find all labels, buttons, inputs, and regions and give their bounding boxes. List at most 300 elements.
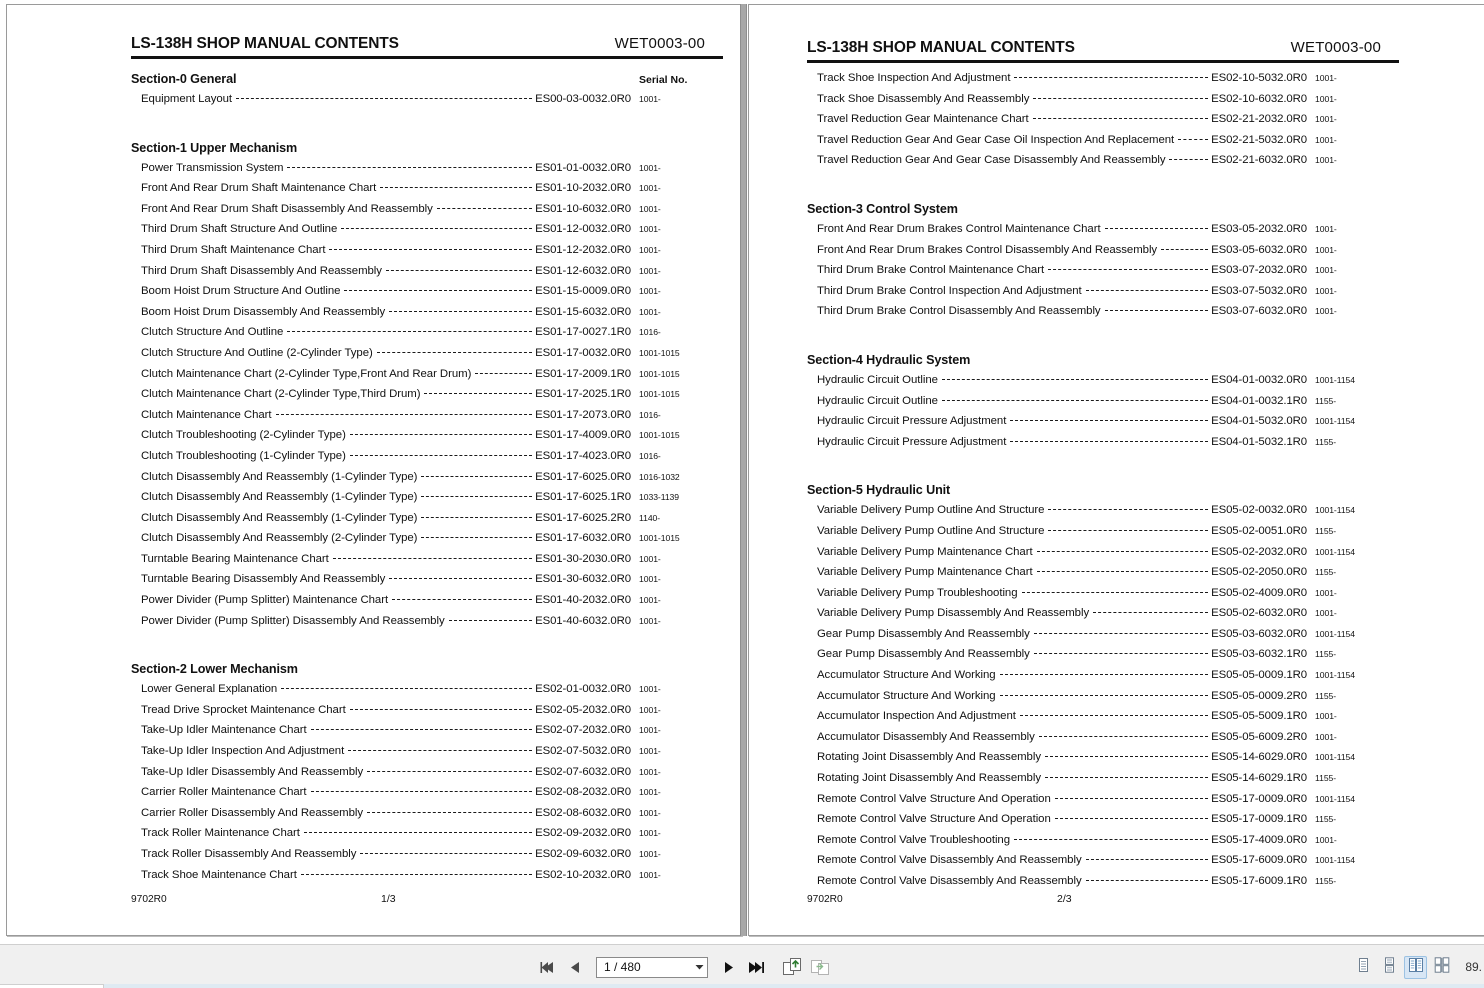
toc-entry-serial: 1016- bbox=[639, 327, 661, 338]
zoom-level-value[interactable]: 89. bbox=[1465, 960, 1482, 974]
toc-leader-dots bbox=[1039, 736, 1208, 737]
toc-entry-label: Third Drum Shaft Maintenance Chart bbox=[141, 243, 326, 256]
toc-entry-label: Boom Hoist Drum Disassembly And Reassembly bbox=[141, 305, 386, 318]
toc-entry[interactable] bbox=[131, 590, 723, 611]
toc-entry-label: Front And Rear Drum Brakes Control Disassembly And Reassembly bbox=[817, 243, 1158, 256]
toc-entry-serial: 1155- bbox=[1315, 649, 1337, 660]
toc-entry-serial: 1155- bbox=[1315, 395, 1337, 406]
continuous-view-icon bbox=[1382, 957, 1397, 978]
toc-entry-serial: 1001-1015 bbox=[639, 347, 680, 358]
toc-list-left bbox=[131, 72, 723, 885]
toc-entry[interactable] bbox=[131, 700, 723, 721]
toc-entry[interactable] bbox=[807, 727, 1399, 748]
chevron-down-icon[interactable] bbox=[692, 964, 707, 970]
toc-entry-serial: 1001- bbox=[1315, 114, 1337, 125]
toc-leader-dots bbox=[1161, 249, 1208, 250]
toc-leader-dots bbox=[1000, 695, 1209, 696]
toc-entry[interactable] bbox=[131, 549, 723, 570]
toc-entry-code: ES01-17-4009.0R0 bbox=[535, 429, 631, 442]
toc-entry-serial: 1155- bbox=[1315, 773, 1337, 784]
toc-entry-serial: 1001- bbox=[639, 869, 661, 880]
toc-entry-serial: 1155- bbox=[1315, 525, 1337, 536]
toc-entry[interactable] bbox=[131, 528, 723, 549]
toc-entry-code: ES01-10-6032.0R0 bbox=[535, 202, 631, 215]
toc-entry-serial: 1001- bbox=[639, 704, 661, 715]
next-page-button[interactable] bbox=[718, 956, 739, 978]
toc-entry[interactable] bbox=[131, 158, 723, 179]
toc-leader-dots bbox=[1055, 798, 1208, 799]
toc-leader-dots bbox=[1022, 592, 1209, 593]
toc-leader-dots bbox=[311, 791, 533, 792]
last-page-button[interactable] bbox=[746, 956, 767, 978]
toc-entry[interactable] bbox=[807, 260, 1399, 281]
toc-entry[interactable] bbox=[131, 281, 723, 302]
toc-entry-serial: 1001- bbox=[639, 849, 661, 859]
toc-entry-code: ES02-09-2032.0R0 bbox=[535, 827, 631, 840]
page-right-header bbox=[807, 39, 1399, 59]
toc-entry[interactable] bbox=[807, 850, 1399, 871]
toc-entry[interactable] bbox=[131, 302, 723, 323]
toc-entry[interactable] bbox=[807, 89, 1399, 110]
toc-leader-dots bbox=[1020, 715, 1208, 716]
toc-entry[interactable] bbox=[807, 603, 1399, 624]
toc-entry-label: Rotating Joint Disassembly And Reassembly bbox=[817, 772, 1041, 785]
toc-entry-serial: 1001- bbox=[639, 244, 661, 255]
toc-entry-label: Clutch Troubleshooting (1-Cylinder Type) bbox=[141, 449, 346, 462]
toc-entry[interactable] bbox=[131, 343, 723, 364]
toc-entry-code: ES01-17-2025.1R0 bbox=[535, 388, 631, 401]
toc-entry-label: Take-Up Idler Disassembly And Reassembly bbox=[141, 765, 364, 778]
toc-entry-code: ES02-21-6032.0R0 bbox=[1211, 154, 1307, 167]
toc-leader-dots bbox=[350, 709, 532, 710]
toc-entry-code: ES00-03-0032.0R0 bbox=[535, 93, 631, 105]
toc-entry-serial: 1001- bbox=[639, 162, 661, 173]
toc-entry[interactable] bbox=[131, 240, 723, 261]
toc-entry-serial: 1001- bbox=[639, 553, 661, 564]
toc-entry-label: Variable Delivery Pump Outline And Structure bbox=[817, 524, 1045, 537]
chevron-left-icon bbox=[570, 961, 582, 974]
toc-entry-serial: 1001-1154 bbox=[1315, 505, 1356, 516]
viewer-toolbar bbox=[0, 944, 1484, 988]
toc-leader-dots bbox=[421, 476, 532, 477]
toc-entry[interactable] bbox=[131, 446, 723, 467]
first-page-button[interactable] bbox=[537, 956, 558, 978]
toc-entry[interactable] bbox=[807, 809, 1399, 830]
toc-entry-serial: 1001- bbox=[1315, 731, 1337, 742]
toc-section-spacer bbox=[807, 452, 1399, 470]
toc-entry-label: Gear Pump Disassembly And Reassembly bbox=[817, 627, 1030, 640]
toc-entry-code: ES02-08-2032.0R0 bbox=[535, 786, 631, 799]
toc-entry-label: Clutch Troubleshooting (2-Cylinder Type) bbox=[141, 429, 346, 442]
toc-entry-serial: 1001- bbox=[1315, 134, 1337, 145]
toc-entry-code: ES01-17-6025.2R0 bbox=[535, 511, 631, 524]
toc-entry-code: ES05-14-6029.1R0 bbox=[1211, 772, 1307, 785]
toc-leader-dots bbox=[1045, 756, 1208, 757]
toc-entry-label: Third Drum Brake Control Maintenance Chart bbox=[817, 264, 1045, 277]
toc-entry[interactable] bbox=[131, 199, 723, 220]
toc-entry-label: Variable Delivery Pump Outline And Structure bbox=[817, 504, 1045, 517]
toc-entry-code: ES02-10-6032.0R0 bbox=[1211, 92, 1307, 105]
toc-entry[interactable] bbox=[131, 261, 723, 282]
toc-entry-serial: 1001- bbox=[639, 94, 661, 104]
toc-entry[interactable] bbox=[807, 150, 1399, 171]
toc-leader-dots bbox=[1037, 571, 1208, 572]
toc-section-spacer bbox=[131, 631, 723, 649]
toc-leader-dots bbox=[421, 496, 532, 497]
toc-entry[interactable] bbox=[807, 68, 1399, 89]
toc-entry-code: ES01-40-6032.0R0 bbox=[535, 614, 631, 627]
toc-leader-dots bbox=[942, 400, 1208, 401]
toc-entry-label: Rotating Joint Disassembly And Reassembly bbox=[817, 751, 1041, 764]
toc-section-heading bbox=[131, 72, 723, 86]
toc-leader-dots bbox=[1105, 310, 1208, 311]
toc-entry-label: Hydraulic Circuit Outline bbox=[817, 373, 938, 386]
toc-leader-dots bbox=[348, 750, 532, 751]
toc-entry[interactable] bbox=[131, 219, 723, 240]
toc-entry-label: Accumulator Structure And Working bbox=[817, 669, 996, 682]
toc-entry-serial: 1001- bbox=[1315, 73, 1337, 83]
toc-entry-label: Tread Drive Sprocket Maintenance Chart bbox=[141, 703, 346, 716]
toc-leader-dots bbox=[360, 853, 532, 854]
toc-entry-label: Third Drum Brake Control Disassembly And Reassembly bbox=[817, 305, 1101, 318]
toc-leader-dots bbox=[1093, 612, 1208, 613]
toc-leader-dots bbox=[350, 434, 532, 435]
toc-leader-dots bbox=[281, 688, 532, 689]
toc-entry-code: ES02-07-6032.0R0 bbox=[535, 765, 631, 778]
toc-entry-serial: 1001- bbox=[639, 224, 661, 235]
toc-entry-code: ES05-17-0009.1R0 bbox=[1211, 813, 1307, 826]
toc-leader-dots bbox=[475, 373, 532, 374]
pagination-controls bbox=[537, 945, 831, 988]
toc-entry-serial: 1001- bbox=[1315, 93, 1337, 104]
toc-entry-code: ES05-03-6032.1R0 bbox=[1211, 648, 1307, 661]
toc-entry-serial: 1001- bbox=[639, 766, 661, 777]
toc-entry[interactable] bbox=[807, 871, 1399, 892]
toc-entry-serial: 1001-1015 bbox=[639, 389, 680, 400]
toc-entry-code: ES05-05-5009.1R0 bbox=[1211, 710, 1307, 723]
toc-leader-dots bbox=[377, 352, 532, 353]
toc-entry-label: Carrier Roller Maintenance Chart bbox=[141, 786, 307, 799]
manual-title-right: LS-138H SHOP MANUAL CONTENTS bbox=[807, 39, 1075, 56]
toc-section-spacer bbox=[807, 171, 1399, 189]
toc-entry[interactable] bbox=[807, 370, 1399, 391]
toc-entry-code: ES04-01-0032.0R0 bbox=[1211, 373, 1307, 386]
toc-entry[interactable] bbox=[131, 782, 723, 803]
toc-entry-serial: 1001- bbox=[1315, 834, 1337, 845]
toc-entry-code: ES01-30-6032.0R0 bbox=[535, 573, 631, 586]
toc-entry-label: Clutch Disassembly And Reassembly (1-Cylinder Type) bbox=[141, 491, 418, 504]
toc-section-title: Section-0 General bbox=[131, 72, 237, 86]
toc-entry-serial: 1001-1015 bbox=[639, 430, 680, 441]
page-number-input[interactable]: 1 / 480 bbox=[604, 960, 641, 974]
toc-entry-serial: 1155- bbox=[1315, 876, 1337, 886]
toc-entry[interactable] bbox=[131, 425, 723, 446]
toc-leader-dots bbox=[287, 331, 532, 332]
toc-entry-label: Equipment Layout bbox=[141, 93, 233, 105]
toc-entry[interactable] bbox=[807, 768, 1399, 789]
toc-entry-code: ES03-05-6032.0R0 bbox=[1211, 243, 1307, 256]
toc-entry[interactable] bbox=[807, 432, 1399, 453]
toc-entry-label: Accumulator Inspection And Adjustment bbox=[817, 710, 1016, 723]
toc-entry-label: Turntable Bearing Maintenance Chart bbox=[141, 552, 329, 565]
toc-entry[interactable] bbox=[131, 823, 723, 844]
toc-leader-dots bbox=[1048, 530, 1208, 531]
toc-entry-code: ES02-10-2032.0R0 bbox=[535, 868, 631, 881]
toc-entry[interactable] bbox=[131, 178, 723, 199]
toc-entry-serial: 1001- bbox=[1315, 711, 1337, 722]
toc-section-title: Section-2 Lower Mechanism bbox=[131, 662, 298, 677]
toc-entry-label: Variable Delivery Pump Maintenance Chart bbox=[817, 566, 1033, 579]
toc-entry-serial: 1001- bbox=[1315, 265, 1337, 276]
toc-entry-code: ES05-14-6029.0R0 bbox=[1211, 751, 1307, 764]
toc-entry-label: Remote Control Valve Troubleshooting bbox=[817, 833, 1011, 846]
toc-entry-label: Boom Hoist Drum Structure And Outline bbox=[141, 285, 341, 298]
toc-entry[interactable] bbox=[131, 762, 723, 783]
toc-entry[interactable] bbox=[131, 844, 723, 865]
toc-entry[interactable] bbox=[131, 364, 723, 385]
toc-entry-serial: 1001- bbox=[1315, 608, 1337, 619]
toc-entry-code: ES01-15-0009.0R0 bbox=[535, 285, 631, 298]
toc-entry[interactable] bbox=[131, 89, 723, 110]
toc-leader-dots bbox=[449, 620, 532, 621]
toc-leader-dots bbox=[1033, 98, 1208, 99]
toc-entry-code: ES02-21-2032.0R0 bbox=[1211, 113, 1307, 126]
toc-entry-code: ES01-17-6032.0R0 bbox=[535, 532, 631, 545]
toc-entry-serial: 1001- bbox=[1315, 285, 1337, 296]
toc-section-heading bbox=[807, 202, 1399, 216]
page-number-field[interactable] bbox=[596, 957, 708, 978]
toc-entry-code: ES02-08-6032.0R0 bbox=[535, 806, 631, 819]
toc-entry-label: Travel Reduction Gear And Gear Case Oil Inspection And Replacement bbox=[817, 133, 1175, 146]
toc-leader-dots bbox=[329, 249, 532, 250]
toc-entry-serial: 1001-1154 bbox=[1315, 374, 1356, 385]
toc-entry-serial: 1033-1139 bbox=[639, 492, 680, 503]
toc-entry[interactable] bbox=[807, 391, 1399, 412]
toc-entry-serial: 1001- bbox=[1315, 223, 1337, 234]
toc-entry-label: Track Roller Disassembly And Reassembly bbox=[141, 848, 357, 860]
toc-entry-code: ES05-02-0032.0R0 bbox=[1211, 504, 1307, 517]
toc-entry-serial: 1016- bbox=[639, 450, 661, 461]
toc-entry-serial: 1001- bbox=[1315, 155, 1337, 166]
toc-entry-serial: 1001- bbox=[639, 787, 661, 798]
header-divider bbox=[131, 56, 723, 59]
toc-entry[interactable] bbox=[131, 865, 723, 886]
toc-entry-label: Track Roller Maintenance Chart bbox=[141, 827, 300, 840]
toc-leader-dots bbox=[942, 379, 1208, 380]
toc-entry-serial: 1001-1154 bbox=[1315, 752, 1356, 763]
toc-entry-label: Clutch Structure And Outline bbox=[141, 326, 284, 339]
toc-entry[interactable] bbox=[131, 508, 723, 529]
toc-sheet-left bbox=[131, 35, 723, 885]
toc-leader-dots bbox=[1014, 77, 1208, 78]
toc-entry[interactable] bbox=[131, 487, 723, 508]
last-page-icon bbox=[748, 961, 765, 974]
toc-entry-label: Clutch Structure And Outline (2-Cylinder Type) bbox=[141, 346, 373, 359]
toc-entry-serial: 1001- bbox=[639, 807, 661, 818]
toc-entry-code: ES05-02-4009.0R0 bbox=[1211, 586, 1307, 599]
toc-entry[interactable] bbox=[807, 130, 1399, 151]
single-page-view-button[interactable] bbox=[1352, 956, 1375, 979]
toc-section-spacer bbox=[807, 322, 1399, 340]
toc-sheet-right bbox=[807, 39, 1399, 892]
toc-entry[interactable] bbox=[807, 583, 1399, 604]
first-page-icon bbox=[540, 961, 556, 974]
toc-entry-code: ES05-17-6009.1R0 bbox=[1211, 875, 1307, 887]
fit-width-button[interactable] bbox=[810, 956, 831, 978]
toc-entry-code: ES03-07-2032.0R0 bbox=[1211, 264, 1307, 277]
toc-entry[interactable] bbox=[131, 679, 723, 700]
toc-entry-code: ES02-05-2032.0R0 bbox=[535, 703, 631, 716]
toc-entry-serial: 1001-1154 bbox=[1315, 546, 1356, 557]
toc-leader-dots bbox=[333, 558, 532, 559]
toc-entry[interactable] bbox=[131, 569, 723, 590]
toc-entry[interactable] bbox=[807, 301, 1399, 322]
toc-entry-label: Track Shoe Maintenance Chart bbox=[141, 868, 297, 881]
toc-entry-code: ES05-05-0009.2R0 bbox=[1211, 689, 1307, 702]
toc-entry-code: ES01-17-2073.0R0 bbox=[535, 408, 631, 421]
toc-entry[interactable] bbox=[807, 411, 1399, 432]
toc-entry[interactable] bbox=[807, 562, 1399, 583]
toc-entry[interactable] bbox=[131, 803, 723, 824]
toc-leader-dots bbox=[236, 98, 532, 99]
toc-entry-code: ES01-10-2032.0R0 bbox=[535, 182, 631, 195]
toc-section-title: Section-4 Hydraulic System bbox=[807, 352, 971, 367]
toc-entry-label: Carrier Roller Disassembly And Reassembly bbox=[141, 806, 364, 819]
toc-leader-dots bbox=[1010, 441, 1208, 442]
toc-leader-dots bbox=[389, 311, 532, 312]
toc-leader-dots bbox=[424, 393, 532, 394]
page-gutter bbox=[740, 4, 747, 936]
toc-entry-label: Remote Control Valve Structure And Operation bbox=[817, 792, 1051, 805]
toc-entry-serial: 1001-1015 bbox=[639, 368, 680, 379]
toc-entry[interactable] bbox=[807, 789, 1399, 810]
previous-page-button[interactable] bbox=[565, 956, 586, 978]
toc-leader-dots bbox=[350, 455, 532, 456]
toc-section-heading bbox=[131, 662, 723, 676]
toc-entry[interactable] bbox=[807, 665, 1399, 686]
toc-entry-serial: 1140- bbox=[639, 512, 661, 523]
toc-entry[interactable] bbox=[807, 240, 1399, 261]
toc-leader-dots bbox=[344, 290, 532, 291]
toc-leader-dots bbox=[380, 187, 532, 188]
toc-entry-serial: 1155- bbox=[1315, 567, 1337, 578]
toc-entry-label: Turntable Bearing Disassembly And Reassembly bbox=[141, 573, 386, 586]
footer-revision-right: 9702R0 bbox=[807, 894, 843, 905]
toc-entry-serial: 1155- bbox=[1315, 814, 1337, 825]
toc-entry-code: ES02-01-0032.0R0 bbox=[535, 683, 631, 696]
two-page-view-button[interactable] bbox=[1404, 956, 1427, 979]
toc-leader-dots bbox=[1048, 269, 1208, 270]
toc-entry[interactable] bbox=[807, 644, 1399, 665]
document-page-right[interactable] bbox=[748, 4, 1484, 936]
toc-leader-dots bbox=[1000, 674, 1209, 675]
toc-entry-label: Hydraulic Circuit Pressure Adjustment bbox=[817, 415, 1007, 428]
document-page-left[interactable] bbox=[6, 4, 742, 936]
toc-entry-label: Power Divider (Pump Splitter) Maintenance Chart bbox=[141, 594, 389, 607]
toc-entry-serial: 1001- bbox=[1315, 244, 1337, 255]
page-left-content bbox=[7, 5, 741, 935]
toc-entry[interactable] bbox=[807, 219, 1399, 240]
toc-section-heading bbox=[807, 353, 1399, 367]
toc-entry-code: ES01-30-2030.0R0 bbox=[535, 552, 631, 565]
toc-entry[interactable] bbox=[807, 747, 1399, 768]
toc-entry-serial: 1001-1154 bbox=[1315, 855, 1356, 866]
toc-entry-label: Variable Delivery Pump Maintenance Chart bbox=[817, 545, 1033, 558]
toc-entry[interactable] bbox=[807, 521, 1399, 542]
toc-entry[interactable] bbox=[807, 542, 1399, 563]
fit-page-button[interactable] bbox=[782, 956, 803, 978]
toc-entry-serial: 1001- bbox=[639, 183, 661, 194]
toc-entry-code: ES01-17-2009.1R0 bbox=[535, 367, 631, 380]
toc-entry-code: ES02-07-2032.0R0 bbox=[535, 724, 631, 737]
toc-entry[interactable] bbox=[131, 611, 723, 632]
toc-entry-label: Travel Reduction Gear And Gear Case Disassembly And Reassembly bbox=[817, 154, 1166, 167]
toc-entry-serial: 1001- bbox=[639, 265, 661, 276]
toc-leader-dots bbox=[1055, 818, 1208, 819]
toc-entry-code: ES05-02-2032.0R0 bbox=[1211, 545, 1307, 558]
single-page-icon bbox=[1356, 957, 1371, 978]
toc-entry-code: ES05-02-6032.0R0 bbox=[1211, 607, 1307, 620]
toc-entry[interactable] bbox=[131, 405, 723, 426]
toc-section-title: Section-5 Hydraulic Unit bbox=[807, 483, 951, 498]
toc-entry-serial: 1001-1154 bbox=[1315, 416, 1356, 427]
toc-entry-serial: 1001-1154 bbox=[1315, 670, 1356, 681]
toc-entry[interactable] bbox=[131, 741, 723, 762]
toc-entry-serial: 1001-1154 bbox=[1315, 628, 1356, 639]
toc-entry-label: Third Drum Shaft Disassembly And Reassembly bbox=[141, 264, 382, 277]
toc-section-title: Section-3 Control System bbox=[807, 201, 958, 216]
toc-entry-code: ES05-03-6032.0R0 bbox=[1211, 627, 1307, 640]
toc-entry[interactable] bbox=[807, 281, 1399, 302]
toc-entry[interactable] bbox=[807, 109, 1399, 130]
toc-leader-dots bbox=[1048, 509, 1208, 510]
toc-leader-dots bbox=[301, 874, 532, 875]
toc-entry[interactable] bbox=[807, 500, 1399, 521]
toc-entry-label: Front And Rear Drum Shaft Maintenance Chart bbox=[141, 182, 377, 195]
toc-entry[interactable] bbox=[807, 706, 1399, 727]
toc-entry[interactable] bbox=[807, 830, 1399, 851]
toc-entry-code: ES01-01-0032.0R0 bbox=[535, 161, 631, 174]
toc-entry-serial: 1001- bbox=[639, 306, 661, 317]
toc-entry[interactable] bbox=[131, 322, 723, 343]
toc-entry-label: Clutch Disassembly And Reassembly (2-Cylinder Type) bbox=[141, 532, 418, 545]
toc-entry-label: Hydraulic Circuit Pressure Adjustment bbox=[817, 435, 1007, 448]
toc-entry-code: ES01-40-2032.0R0 bbox=[535, 594, 631, 607]
toc-entry-label: Take-Up Idler Maintenance Chart bbox=[141, 724, 307, 737]
toc-entry[interactable] bbox=[807, 686, 1399, 707]
toc-entry[interactable] bbox=[131, 720, 723, 741]
continuous-view-button[interactable] bbox=[1378, 956, 1401, 979]
toc-entry-code: ES01-17-0032.0R0 bbox=[535, 346, 631, 359]
toc-entry-code: ES04-01-5032.1R0 bbox=[1211, 435, 1307, 448]
toc-leader-dots bbox=[1034, 633, 1208, 634]
toc-entry-label: Take-Up Idler Inspection And Adjustment bbox=[141, 745, 345, 758]
toc-entry-code: ES01-12-2032.0R0 bbox=[535, 243, 631, 256]
footer-revision: 9702R0 bbox=[131, 894, 167, 905]
toc-section-heading bbox=[807, 483, 1399, 497]
toc-leader-dots bbox=[1037, 551, 1208, 552]
toc-entry-label: Front And Rear Drum Brakes Control Maintenance Chart bbox=[817, 222, 1101, 235]
toc-leader-dots bbox=[1086, 880, 1208, 881]
two-page-continuous-view-button[interactable] bbox=[1430, 956, 1453, 979]
toc-entry[interactable] bbox=[131, 467, 723, 488]
toc-entry-serial: 1001- bbox=[1315, 587, 1337, 598]
toc-entry-serial: 1001- bbox=[639, 286, 661, 297]
toc-entry[interactable] bbox=[807, 624, 1399, 645]
toc-entry[interactable] bbox=[131, 384, 723, 405]
toc-entry-code: ES01-12-6032.0R0 bbox=[535, 264, 631, 277]
toc-entry-code: ES05-02-0051.0R0 bbox=[1211, 524, 1307, 537]
